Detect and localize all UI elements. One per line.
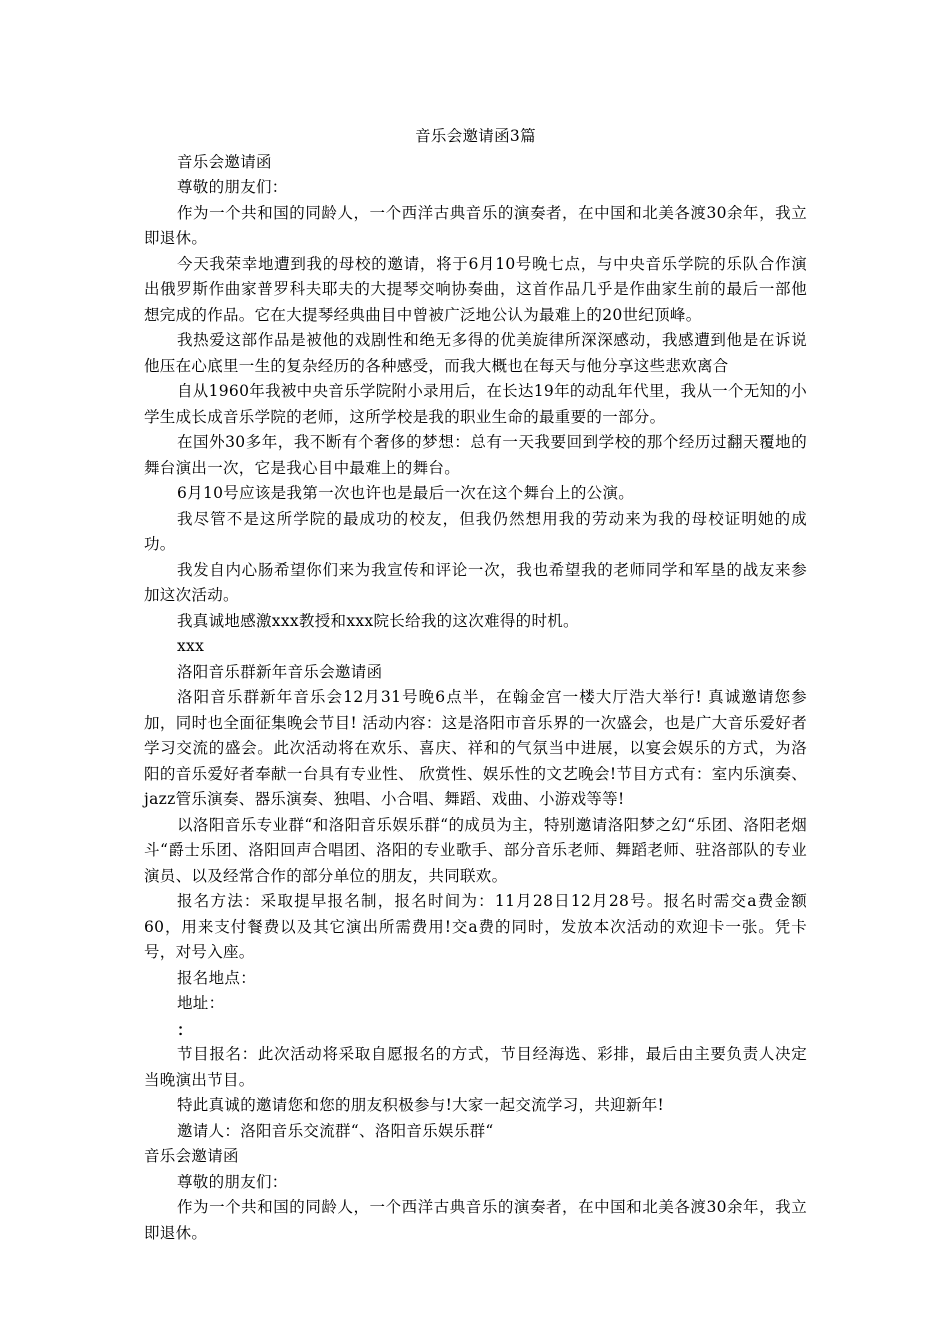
paragraph-20: 节目报名：此次活动将采取自愿报名的方式，节目经海选、彩排，最后由主要负责人决定当晚演出节目。 [144, 1045, 807, 1089]
paragraph-9: 我尽管不是这所学院的最成功的校友，但我仍然想用我的劳动来为我的母校证明她的成功。 [144, 509, 807, 553]
paragraph-8: 6月10号应该是我第一次也许也是最后一次在这个舞台上的公演。 [177, 484, 635, 502]
document-title: 音乐会邀请函3篇 [415, 127, 536, 145]
paragraph-19: ： [177, 1019, 193, 1039]
paragraph-17: 报名地点： [177, 968, 257, 987]
paragraph-6: 自从1960年我被中央音乐学院附小录用后，在长达19年的动乱年代里，我从一个无知的小学生成长成音乐学院的老师，这所学校是我的职业生命的最重要的一部分。 [144, 382, 807, 426]
paragraph-10: 我发自内心肠希望你们来为我宣传和评论一次，我也希望我的老师同学和军垦的战友来参加这次活动。 [144, 560, 807, 604]
paragraph-16: 报名方法：采取提早报名制，报名时间为：11月28日12月28号。报名时需交a费金额60，用来支付餐费以及其它演出所需费用!交a费的同时，发放本次活动的欢迎卡一张。凭卡号，对号入座。 [144, 892, 807, 961]
paragraph-25: 作为一个共和国的同龄人，一个西洋古典音乐的演奏者，在中国和北美各渡30余年，我立即退休。 [144, 1198, 807, 1242]
paragraph-1: 音乐会邀请函 [177, 152, 272, 171]
paragraph-5: 我热爱这部作品是被他的戏剧性和绝无多得的优美旋律所深深感动，我感遭到他是在诉说他压在心底里一生的复杂经历的各种感受，而我大概也在每天与他分享这些悲欢离合 [144, 331, 807, 375]
paragraph-4: 今天我荣幸地遭到我的母校的邀请，将于6月10号晚七点，与中央音乐学院的乐队合作演出俄罗斯作曲家普罗科夫耶夫的大提琴交响协奏曲，这首作品几乎是作曲家生前的最后一部他想完成的作品。它在大提琴经典曲目中曾被广泛地公认为最难上的20世纪顶峰。 [144, 254, 807, 324]
paragraph-22: 邀请人：洛阳音乐交流群“、洛阳音乐娱乐群“ [177, 1121, 494, 1140]
paragraph-3: 作为一个共和国的同龄人，一个西洋古典音乐的演奏者，在中国和北美各渡30余年，我立即退休。 [144, 203, 807, 247]
paragraph-13: 洛阳音乐群新年音乐会邀请函 [177, 662, 383, 681]
paragraph-23: 音乐会邀请函 [144, 1147, 239, 1165]
paragraph-21: 特此真诚的邀请您和您的朋友积极参与!大家一起交流学习，共迎新年! [177, 1096, 665, 1114]
paragraph-7: 在国外30多年，我不断有个奢侈的梦想：总有一天我要回到学校的那个经历过翻天覆地的舞台演出一次，它是我心目中最难上的舞台。 [144, 433, 807, 477]
paragraph-12: xxx [177, 637, 205, 655]
paragraph-15: 以洛阳音乐专业群“和洛阳音乐娱乐群“的成员为主，特别邀请洛阳梦之幻“乐团、洛阳老烟斗“爵士乐团、洛阳回声合唱团、洛阳的专业歌手、部分音乐老师、舞蹈老师、驻洛部队的专业演员、以及经常合作的部分单位的朋友，共同联欢。 [144, 815, 807, 885]
document-body [144, 124, 807, 1246]
paragraph-14: 洛阳音乐群新年音乐会12月31号晚6点半，在翰金宫一楼大厅浩大举行! 真诚邀请您参加，同时也全面征集晚会节目! 活动内容：这是洛阳市音乐界的一次盛会，也是广大音乐爱好者学习交流的盛会。此次活动将在欢乐、喜庆、祥和的气氛当中进展，以宴会娱乐的方式，为洛阳的音乐爱好者奉献一台具有专业性、 欣赏性、娱乐性的文艺晚会!节目方式有：室内乐演奏、jazz管乐演奏、器乐演奏、独唱、小合唱、舞蹈、戏曲、小游戏等等! [144, 688, 807, 808]
paragraph-18: 地址： [177, 994, 225, 1012]
paragraph-2: 尊敬的朋友们： [177, 178, 288, 196]
paragraph-11: 我真诚地感激xxx教授和xxx院长给我的这次难得的时机。 [177, 611, 579, 630]
paragraph-24: 尊敬的朋友们： [177, 1172, 288, 1191]
